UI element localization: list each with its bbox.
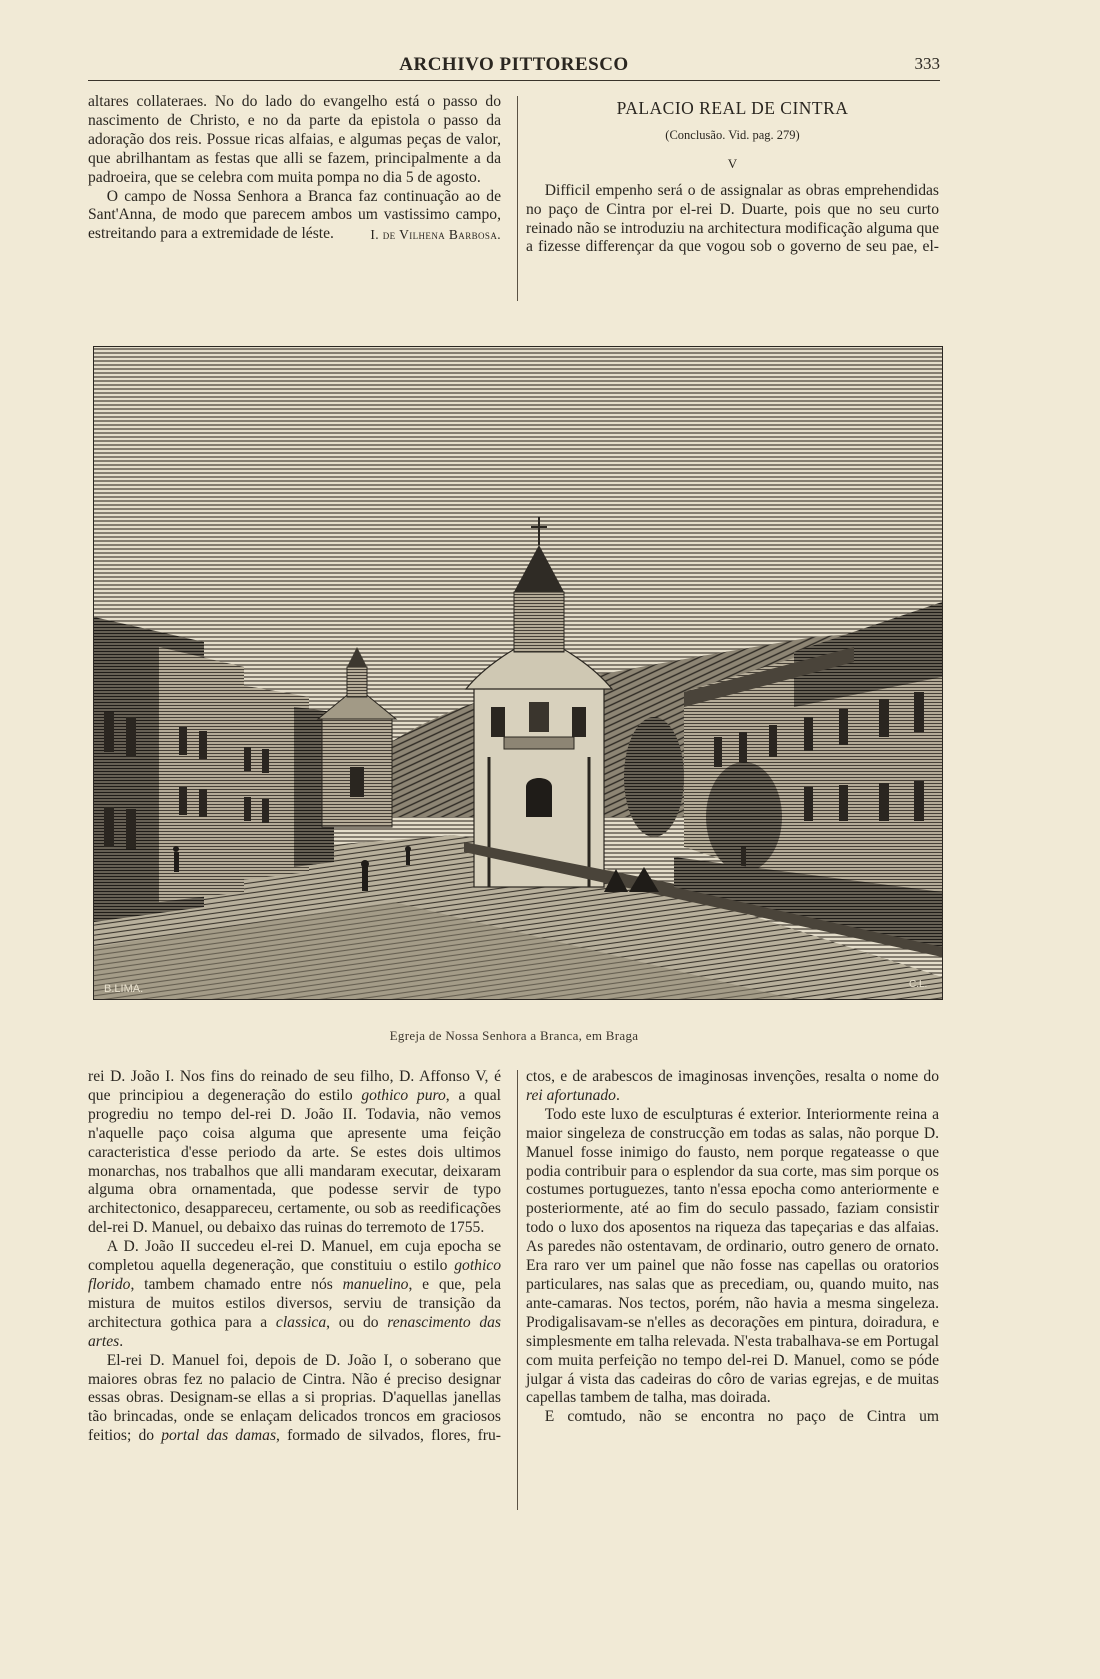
paragraph [88, 188, 501, 245]
engraver-signature-left: B.LIMA. [104, 983, 144, 995]
article-subtitle: (Conclusão. Vid. pag. 279) [665, 127, 800, 142]
paragraph: Difficil empenho será o de assignalar as obras emprehendidas no paço de Cintra por el-rei D. Duarte, pois que no seu curto reinado não se introduziu na architectura modificação alguma que a fizesse differençar da que vogou sob o governo de seu pae, el- [526, 181, 939, 256]
paragraph [88, 1068, 501, 1238]
text-run: , e que, pela mistura de muitos estilos diversos, serviu de transição da architectura gothica para a [88, 1275, 501, 1331]
text-run: , a qual progrediu no tempo del-rei D. João II. Todavia, não vemos n'aquelle paço coisa alguma que apresente uma feição caracteristica d'esse periodo da arte. Se estes dois ultimos monarchas, nos trabalhos que alli mandaram executar, deixaram alguma obra ornamentada, que podesse servir de typo architectonico, desappareceu, certamente, ou sob as reedificações del-rei D. Manuel, ou debaixo das ruinas do terremoto de 1755. [88, 1086, 501, 1237]
running-header [88, 52, 940, 81]
paragraph: Todo este luxo de esculpturas é exterior. Interiormente reina a maior singeleza de construcção em todas as salas, não porque D. Manuel fosse inimigo do fausto, nem porque regateasse o que podia contribuir para o esplendor da sua corte, mas sim porque os costumes portuguezes, tanto n'essa epocha como anteriormente e posteriormente, até ao fim do seculo passado, faziam consistir todo o luxo dos aposentos na riqueza das tapeçarias e das alfaias. As paredes não ostentavam, de ordinario, outro genero de ornato. Era raro ver um painel que não fosse nas capellas ou oratorios particulares, nas salas que as precediam, ou, quando muito, nas ante-camaras. Nos tectos, porém, não havia a mesma singeleza. Prodigalisavam-se n'elles as decorações em pintura, doiradura, e simplesmente em talha relevada. N'esta trabalhava-se em Portugal com muita perfeição no tempo del-rei D. Manuel, como se póde julgar á vista das cadeiras do côro de varias egrejas, e de muitas capellas tambem de talha, mas doirada. [526, 1105, 939, 1407]
text-run: . [615, 1086, 620, 1104]
column-rule [517, 96, 518, 301]
top-right-column [526, 93, 939, 257]
text-run: , tambem chamado entre nós [130, 1275, 343, 1293]
column-rule [517, 1070, 518, 1510]
paragraph-text: O campo de Nossa Senhora a Branca faz continuação ao de Sant'Anna, de modo que parecem ambos um vastissimo campo, estreitando para a extremidade de léste. [88, 187, 501, 243]
paragraph [526, 1068, 939, 1106]
text-run: rei D. João I. Nos fins do reinado de seu filho, D. Affonso V, é que principiou a degeneração do estilo [88, 1068, 501, 1104]
italic-text: classica [275, 1313, 327, 1331]
bottom-left-column [88, 1068, 501, 1446]
paragraph: altares collateraes. No do lado do evangelho está o passo do nascimento de Christo, e no da parte da epistola o passo da adoração dos reis. Possue ricas alfaias, e algumas peças de valor, que abrilhantam as festas que alli se fazem, principalmente a da padroeira, que se celebra com muita pompa no dia 5 de agosto. [88, 93, 501, 186]
text-run: A D. João II succedeu el-rei D. Manuel, em cuja epocha se completou aquella degeneração, que constituiu o estilo [88, 1238, 501, 1275]
paragraph [88, 1352, 501, 1447]
italic-text: portal das damas [161, 1427, 277, 1445]
text-run: . [119, 1332, 124, 1350]
article-title: PALACIO REAL DE CINTRA [616, 98, 849, 118]
paragraph [88, 1238, 501, 1351]
engraving-illustration [93, 346, 943, 1000]
bottom-right-column [526, 1068, 939, 1427]
text-run: ctos, e de arabescos de imaginosas invenções, resalta o nome do [526, 1068, 939, 1085]
engraving-caption: Egreja de Nossa Senhora a Branca, em Braga [389, 1028, 639, 1043]
text-run: , formado de silvados, flores, fru- [276, 1427, 501, 1445]
author-signature: I. de Vilhena Barbosa. [370, 227, 501, 243]
italic-text: gothico florido [88, 1257, 501, 1293]
text-run: , ou do [326, 1313, 388, 1331]
section-number: V [727, 155, 738, 171]
paragraph: E comtudo, não se encontra no paço de Cintra um [544, 1408, 939, 1426]
italic-text: gothico puro [361, 1086, 446, 1104]
page-number: 333 [914, 54, 940, 73]
italic-text: renascimento das artes [88, 1313, 501, 1350]
engraver-signature-right: C.L. [909, 979, 928, 990]
church-street-engraving [94, 347, 942, 999]
text-run: El-rei D. Manuel foi, depois de D. João I, o soberano que maiores obras fez no palacio de Cintra. Não é preciso designar essas obras. Designam-se ellas a si proprias. D'aquellas janellas tão brincadas, onde se enlaçam delicados troncos em graciosos feitios; do [88, 1351, 501, 1445]
italic-text: rei afortunado [526, 1086, 616, 1104]
italic-text: manuelino [342, 1275, 409, 1293]
running-title: ARCHIVO PITTORESCO [399, 54, 629, 75]
top-left-column [88, 93, 501, 245]
